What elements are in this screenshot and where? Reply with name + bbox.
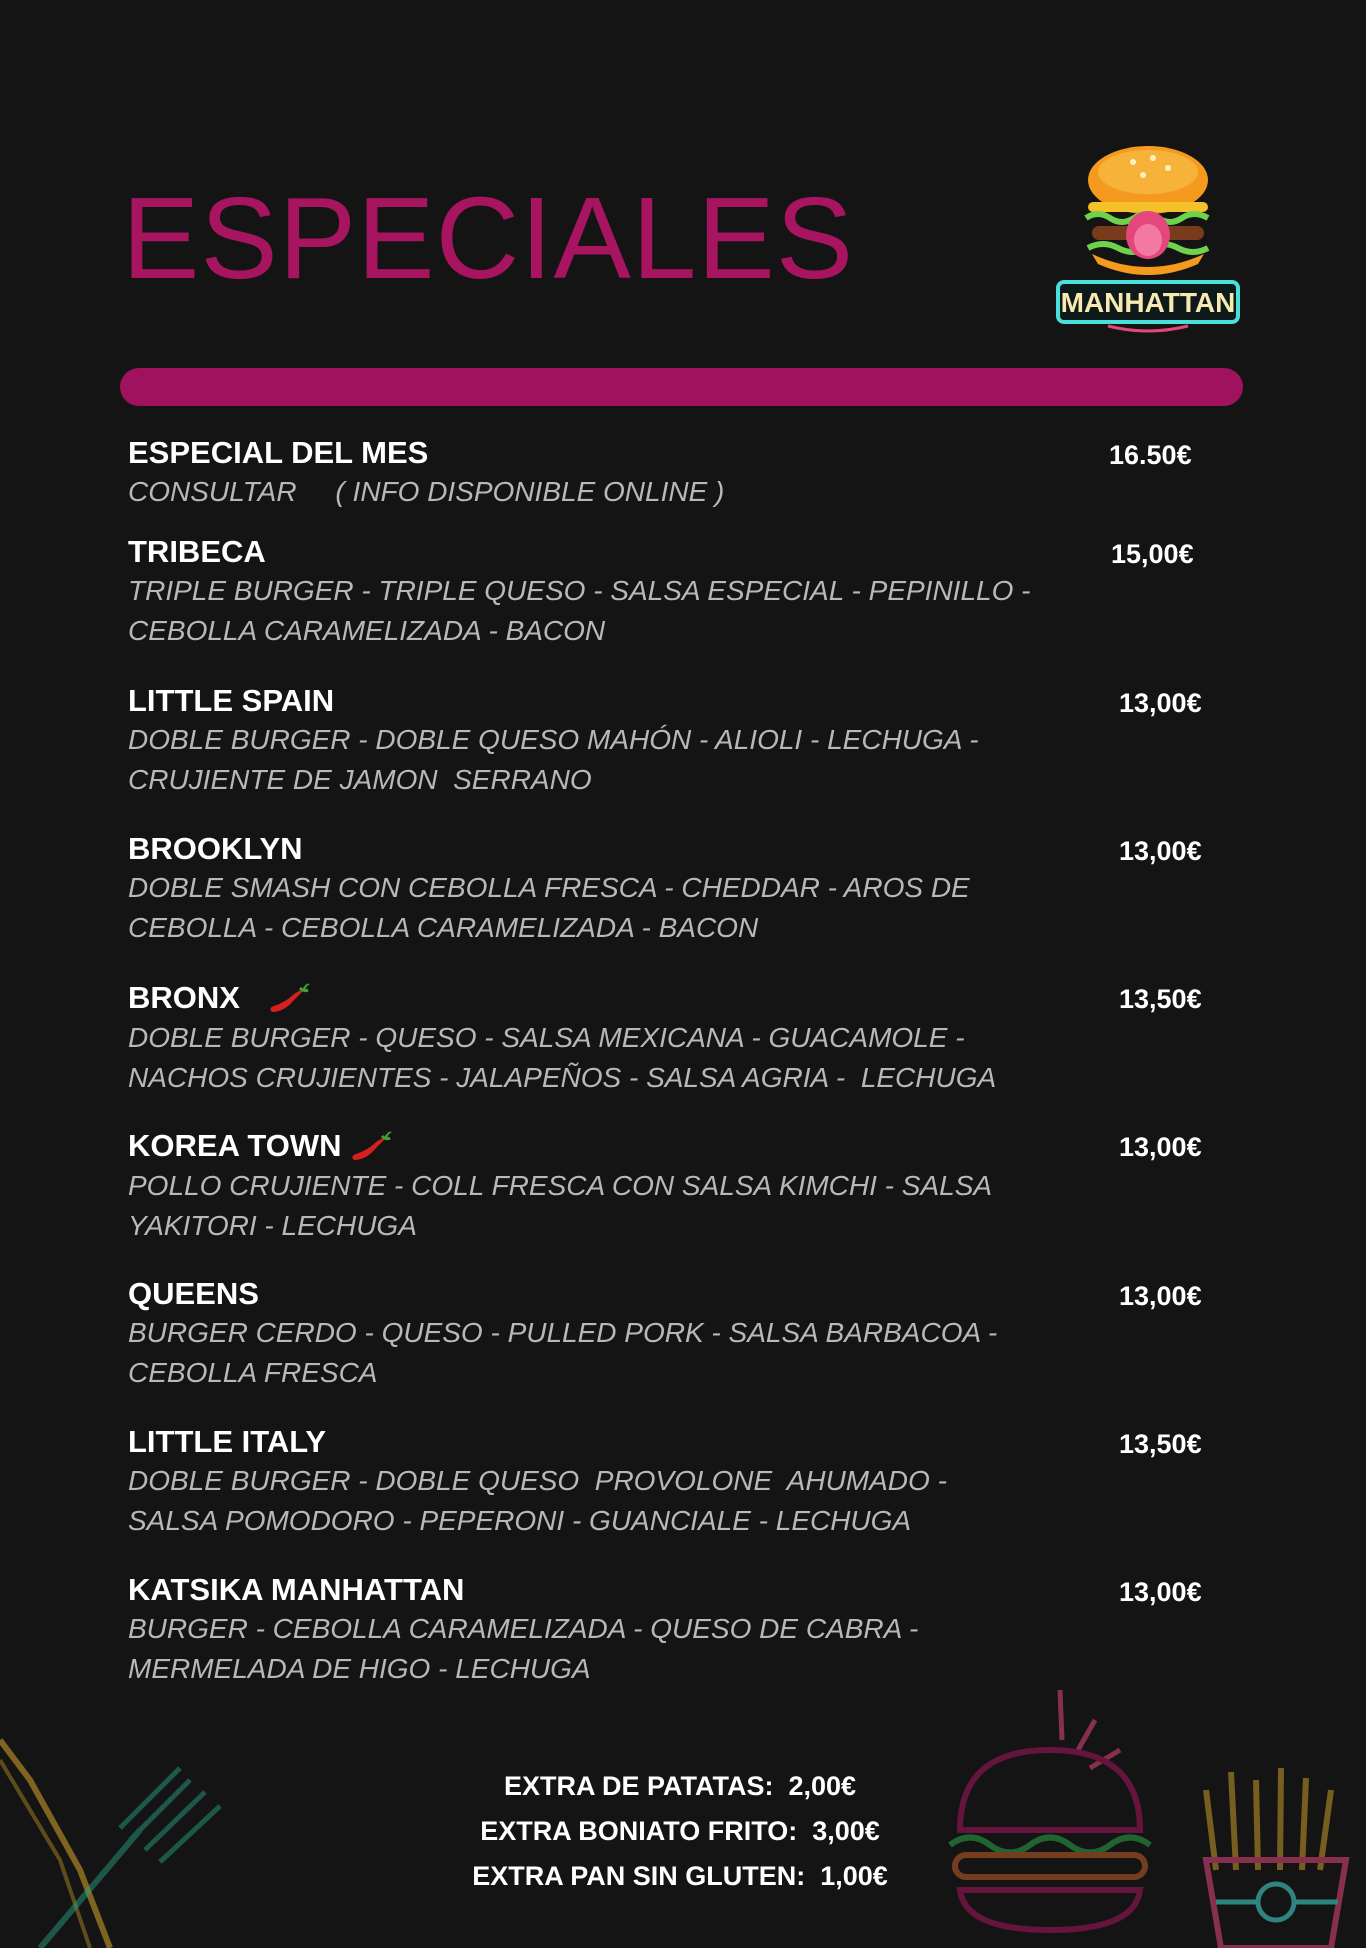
- logo-text: MANHATTAN: [1060, 287, 1236, 318]
- item-price: 13,50€: [1119, 1429, 1202, 1459]
- item-name: QUEENS: [128, 1276, 259, 1311]
- extra-item: EXTRA DE PATATAS: 2,00€: [503, 1771, 857, 1801]
- menu-item: [128, 1275, 1228, 1393]
- item-description: POLLO CRUJIENTE - COLL FRESCA CON SALSA KIMCHI - SALSA YAKITORI - LECHUGA: [128, 1170, 993, 1241]
- extra-item: EXTRA BONIATO FRITO: 3,00€: [480, 1816, 880, 1846]
- burger-neon-icon: [930, 1680, 1170, 1948]
- menu-item: [128, 1423, 1228, 1541]
- item-description: TRIPLE BURGER - TRIPLE QUESO - SALSA ESPECIAL - PEPINILLO - CEBOLLA CARAMELIZADA - BACON: [128, 575, 1031, 646]
- item-price: 13,00€: [1119, 688, 1202, 718]
- menu-item: [128, 830, 1228, 948]
- item-description: DOBLE BURGER - DOBLE QUESO PROVOLONE AHUMADO - SALSA POMODORO - PEPERONI - GUANCIALE - LECHUGA: [128, 1465, 947, 1536]
- item-name: KOREA TOWN: [128, 1126, 1228, 1166]
- item-name: BROOKLYN: [128, 831, 303, 866]
- menu-item: [128, 682, 1228, 800]
- item-name: LITTLE ITALY: [128, 1424, 327, 1459]
- item-name: TRIBECA: [128, 534, 266, 569]
- title-divider: [120, 368, 1243, 406]
- item-description: BURGER - CEBOLLA CARAMELIZADA - QUESO DE CABRA - MERMELADA DE HIGO - LECHUGA: [128, 1613, 919, 1684]
- burger-logo-icon: [1048, 140, 1248, 340]
- menu-item: [128, 434, 1228, 512]
- item-description: CONSULTAR ( INFO DISPONIBLE ONLINE ): [128, 476, 725, 507]
- extra-item: EXTRA PAN SIN GLUTEN: 1,00€: [472, 1861, 888, 1891]
- chili-pepper-icon: [264, 978, 312, 1018]
- item-price: 16.50€: [1109, 440, 1192, 470]
- item-price: 13,00€: [1119, 1577, 1202, 1607]
- extras-list: [380, 1764, 980, 1899]
- menu-item: [128, 978, 1228, 1098]
- item-name: BRONX: [128, 978, 1228, 1018]
- item-description: DOBLE SMASH CON CEBOLLA FRESCA - CHEDDAR - AROS DE CEBOLLA - CEBOLLA CARAMELIZADA - BACON: [128, 872, 970, 943]
- item-price: 15,00€: [1111, 539, 1194, 569]
- item-name: KATSIKA MANHATTAN: [128, 1572, 465, 1607]
- menu-item: [128, 1126, 1228, 1246]
- item-description: DOBLE BURGER - DOBLE QUESO MAHÓN - ALIOLI - LECHUGA - CRUJIENTE DE JAMON SERRANO: [128, 724, 979, 795]
- item-price: 13,00€: [1119, 1132, 1202, 1162]
- item-description: DOBLE BURGER - QUESO - SALSA MEXICANA - GUACAMOLE - NACHOS CRUJIENTES - JALAPEÑOS - SALSA AGRIA - LECHUGA: [128, 1022, 997, 1093]
- item-price: 13,00€: [1119, 1281, 1202, 1311]
- item-description: BURGER CERDO - QUESO - PULLED PORK - SALSA BARBACOA - CEBOLLA FRESCA: [128, 1317, 998, 1388]
- item-price: 13,50€: [1119, 984, 1202, 1014]
- cutlery-decoration: [0, 1720, 240, 1948]
- item-name: LITTLE SPAIN: [128, 683, 335, 718]
- chili-pepper-icon: [346, 1126, 394, 1166]
- page-title: ESPECIALES: [122, 173, 855, 303]
- menu-item: [128, 533, 1228, 651]
- fries-neon-icon: [1196, 1760, 1366, 1948]
- knife-icon: [0, 1740, 110, 1948]
- item-name: ESPECIAL DEL MES: [128, 435, 429, 470]
- manhattan-logo: [1048, 140, 1248, 340]
- fork-icon: [40, 1768, 220, 1948]
- item-price: 13,00€: [1119, 836, 1202, 866]
- menu-item: [128, 1571, 1228, 1689]
